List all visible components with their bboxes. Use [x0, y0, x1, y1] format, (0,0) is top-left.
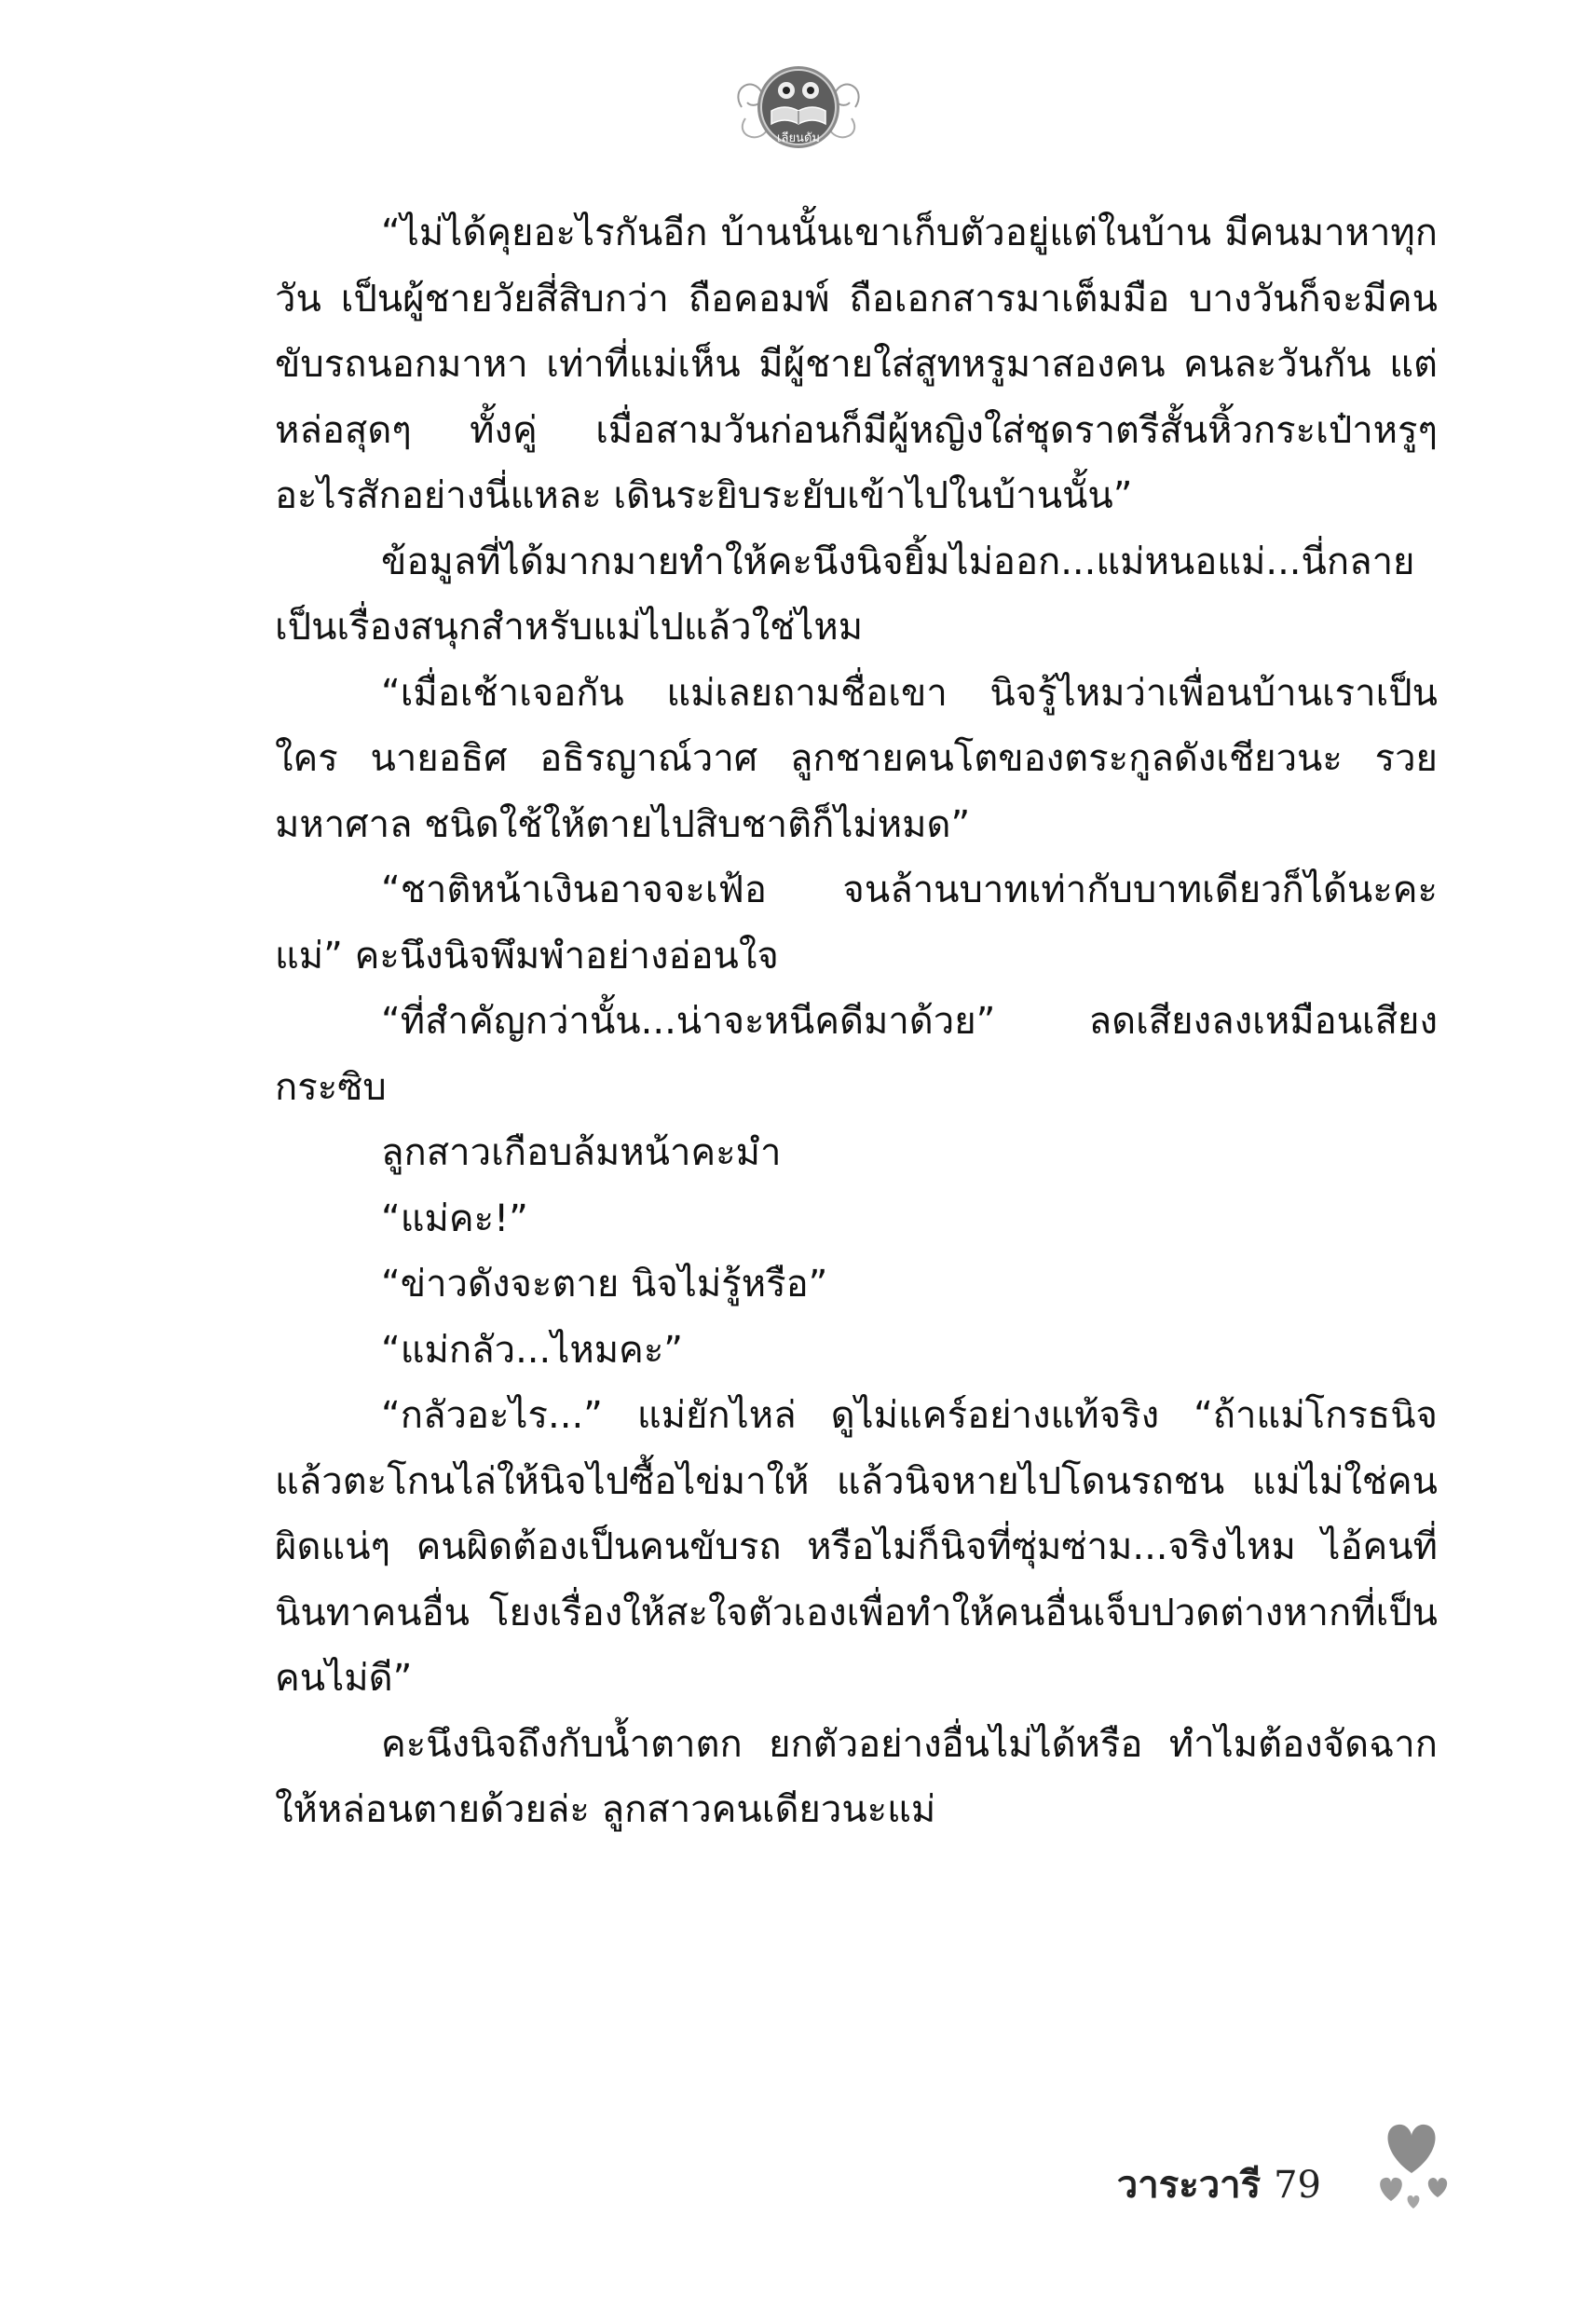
paragraph: “แม่คะ!” — [381, 1197, 528, 1240]
paragraph: “ชาติหน้าเงินอาจจะเฟ้อ จนล้านบาทเท่ากับบาทเดียวก็ได้นะคะแม่” คะนึงนิจพึมพำอย่างอ่อนใจ — [275, 868, 1438, 978]
page-body — [275, 200, 1438, 1843]
hearts-icon — [1365, 2115, 1458, 2218]
book-title: วาระวารี — [1116, 2164, 1262, 2207]
paragraph: ลูกสาวเกือบล้มหน้าคะมำ — [381, 1131, 782, 1174]
paragraph: “เมื่อเช้าเจอกัน แม่เลยถามชื่อเขา นิจรู้ไหมว่าเพื่อนบ้านเราเป็นใคร นายอธิศ อธิรญาณ์วาศ ลูกชายคนโตของตระกูลดังเชียวนะ รวยมหาศาล ชนิดใช้ให้ตายไปสิบชาติก็ไม่หมด” — [275, 671, 1438, 846]
paragraph: “แม่กลัว...ไหมคะ” — [381, 1328, 684, 1372]
page-number: 79 — [1274, 2164, 1321, 2207]
logo-text: เลียนดัม — [777, 131, 820, 145]
paragraph: คะนึงนิจถึงกับน้ำตาตก ยกตัวอย่างอื่นไม่ได้หรือ ทำไมต้องจัดฉากให้หล่อนตายด้วยล่ะ ลูกสาวคนเดียวนะแม่ — [275, 1722, 1438, 1831]
paragraph: “กลัวอะไร...” แม่ยักไหล่ ดูไม่แคร์อย่างแท้จริง “ถ้าแม่โกรธนิจแล้วตะโกนไล่ให้นิจไปซื้อไข่มาให้ แล้วนิจหายไปโดนรถชน แม่ไม่ใช่คนผิดแน่ๆ คนผิดต้องเป็นคนขับรถ หรือไม่ก็นิจที่ซุ่มซ่าม...จริงไหม ไอ้คนที่นินทาคนอื่น โยงเรื่องให้สะใจตัวเองเพื่อทำให้คนอื่นเจ็บปวดต่างหากที่เป็นคนไม่ดี” — [275, 1394, 1438, 1700]
paragraph: ข้อมูลที่ได้มากมายทำให้คะนึงนิจยิ้มไม่ออก...แม่หนอแม่...นี่กลายเป็นเรื่องสนุกสำหรับแม่ไปแล้วใช่ไหม — [275, 540, 1415, 649]
header-logo — [725, 51, 872, 163]
page-footer — [1117, 2154, 1321, 2214]
paragraph: “ไม่ได้คุยอะไรกันอีก บ้านนั้นเขาเก็บตัวอยู่แต่ในบ้าน มีคนมาหาทุกวัน เป็นผู้ชายวัยสี่สิบกว่า ถือคอมพ์ ถือเอกสารมาเต็มมือ บางวันก็จะมีคนขับรถนอกมาหา เท่าที่แม่เห็น มีผู้ชายใส่สูทหรูมาสองคน คนละวันกัน แต่หล่อสุดๆ ทั้งคู่ เมื่อสามวันก่อนก็มีผู้หญิงใส่ชุดราตรีสั้นหิ้วกระเป๋าหรูๆ อะไรสักอย่างนี่แหละ เดินระยิบระยับเข้าไปในบ้านนั้น” — [275, 212, 1438, 517]
paragraph: “ข่าวดังจะตาย นิจไม่รู้หรือ” — [381, 1263, 828, 1306]
paragraph: “ที่สำคัญกว่านั้น...น่าจะหนีคดีมาด้วย” ลดเสียงลงเหมือนเสียงกระซิบ — [275, 1000, 1438, 1109]
